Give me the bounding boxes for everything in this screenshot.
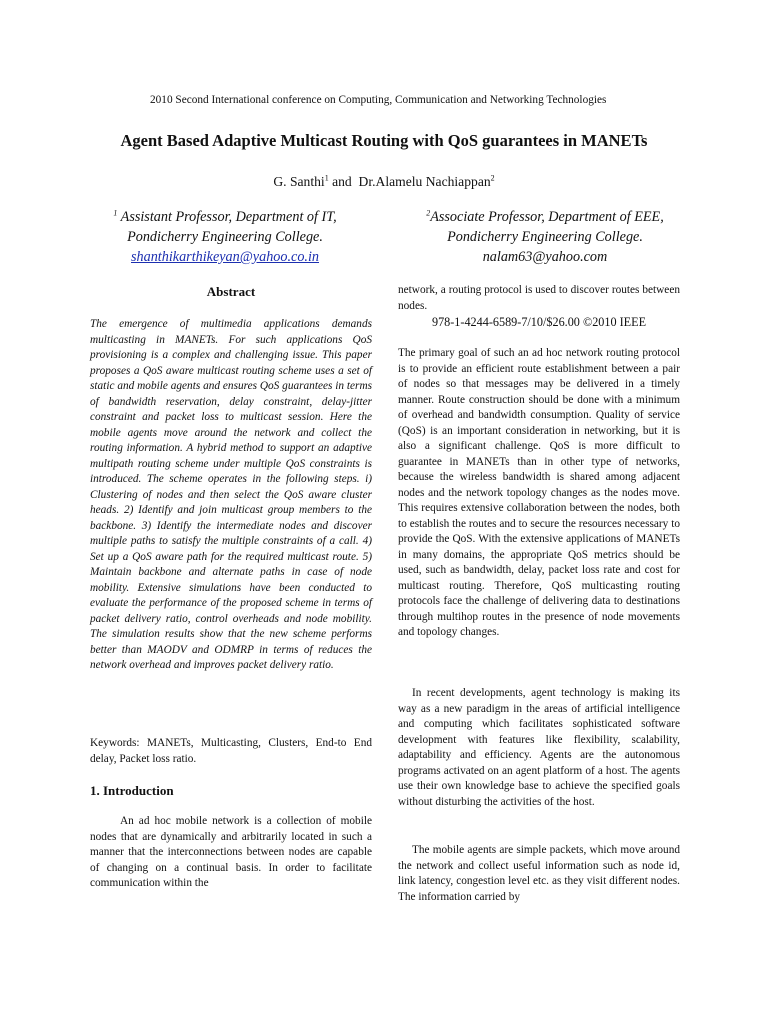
abstract-heading: Abstract [206, 284, 256, 299]
affiliation-2-institution: Pondicherry Engineering College. [447, 229, 643, 245]
affiliation-2-role: $^2$Associate Professor, Department of EEE, [426, 208, 664, 225]
affiliation-1-institution: Pondicherry Engineering College. [127, 229, 323, 245]
affiliation-2 [410, 207, 680, 267]
author-2-sup: 2 [490, 173, 495, 183]
affiliation-2-email: nalam63@yahoo.com [482, 249, 608, 265]
author-2: Dr.Alamelu Nachiappan [358, 174, 491, 189]
abstract-body: The emergence of multimedia applications demands multicasting in MANETs. For such applications QoS provisioning is a complex and challenging issue. This paper proposes a QoS aware multicast routing scheme uses a set of static and mobile agents and ensures QoS guarantees in terms of bandwidth reservation, delay constraint, delay-jitter constraint and packet loss to multicast session. Here the mobile agents move around the network and collect the routing information. A hybrid method to support an adaptive multipath routing scheme under multiple QoS constraints is introduced. The scheme operates in the following steps. i) Clustering of nodes and then select the QoS aware cluster heads. 2) Identify and join multicast group members to the backbone. 3) Identify the intermediate nodes and discover multiple paths to satisfy the multiple constraints of a call. 4) Set up a QoS aware path for the required multicast route. 5) Maintain backbone and alternate paths in case of node mobility. Extensive simulations have been conducted to evaluate the performance of the proposed scheme in terms of packet delivery ratio, control overheads and node mobility. The simulation results show that the new scheme performs better than MAODV and ODMRP in terms of reduces the network overhead and improves packet delivery ratio. [90, 318, 372, 671]
author-separator: and [328, 174, 359, 189]
affiliation-1-email[interactable]: shanthikarthikeyan@yahoo.co.in [131, 249, 319, 265]
column2-paragraph-3: The mobile agents are simple packets, which move around the network and collect useful information such as node id, link latency, congestion level etc. as they visit different nodes. The information carried by [398, 844, 680, 903]
paper-title: Agent Based Adaptive Multicast Routing with QoS guarantees in MANETs [120, 131, 648, 150]
authors-line [0, 174, 768, 190]
keywords: Keywords: MANETs, Multicasting, Clusters, End-to End delay, Packet loss ratio. [90, 737, 372, 765]
column2-paragraph-1: The primary goal of such an ad hoc network routing protocol is to provide an efficient route establishment between a pair of nodes so that messages may be delivered in a timely manner. Route construction should be done with a minimum of overhead and bandwidth consumption. Quality of service (QoS) is an important consideration in networking, but it is also a significant challenge. QoS is more difficult to guarantee in MANETs than in other type of networks, because the wireless bandwidth is shared among adjacent nodes and the network topology changes as the nodes move. This requires extensive collaboration between the nodes, both to establish the routes and to secure the resources necessary to provide the QoS. With the extensive applications of MANETs in many domains, the appropriate QoS metrics should be used, such as bandwidth, delay, packet loss rate and cost for multicast routing. Therefore, QoS multicasting routing protocols face the challenge of delivering data to destinations through multihop routes in the presence of node movements and topology changes. [398, 347, 680, 638]
column2-paragraph-2: In recent developments, agent technology is making its way as a new paradigm in the areas of artificial intelligence and computing which facilitates sophisticated software development with features like flexibility, scalability, adaptability and efficiency. Agents are the autonomous programs activated on an agent platform of a host. The agents use their own knowledge base to achieve the specified goals without disturbing the activities of the host. [398, 687, 680, 808]
intro-heading: 1. Introduction [90, 783, 174, 798]
column2-continued: network, a routing protocol is used to discover routes between nodes. [398, 284, 680, 312]
affiliation-1 [100, 207, 350, 267]
author-1: G. Santhi [273, 174, 325, 189]
author-1-sup: 1 [324, 173, 329, 183]
affiliation-1-role: $^1$ Assistant Professor, Department of IT, [113, 208, 337, 225]
intro-body: An ad hoc mobile network is a collection of mobile nodes that are dynamically and arbitrarily located in such a manner that the interconnections between nodes are capable of changing on a continual basis. In order to facilitate communication within the [90, 815, 372, 889]
ieee-copyright: 978-1-4244-6589-7/10/$26.00 ©2010 IEEE [431, 315, 647, 329]
conference-header: 2010 Second International conference on Computing, Communication and Networking Technologies [150, 94, 607, 106]
